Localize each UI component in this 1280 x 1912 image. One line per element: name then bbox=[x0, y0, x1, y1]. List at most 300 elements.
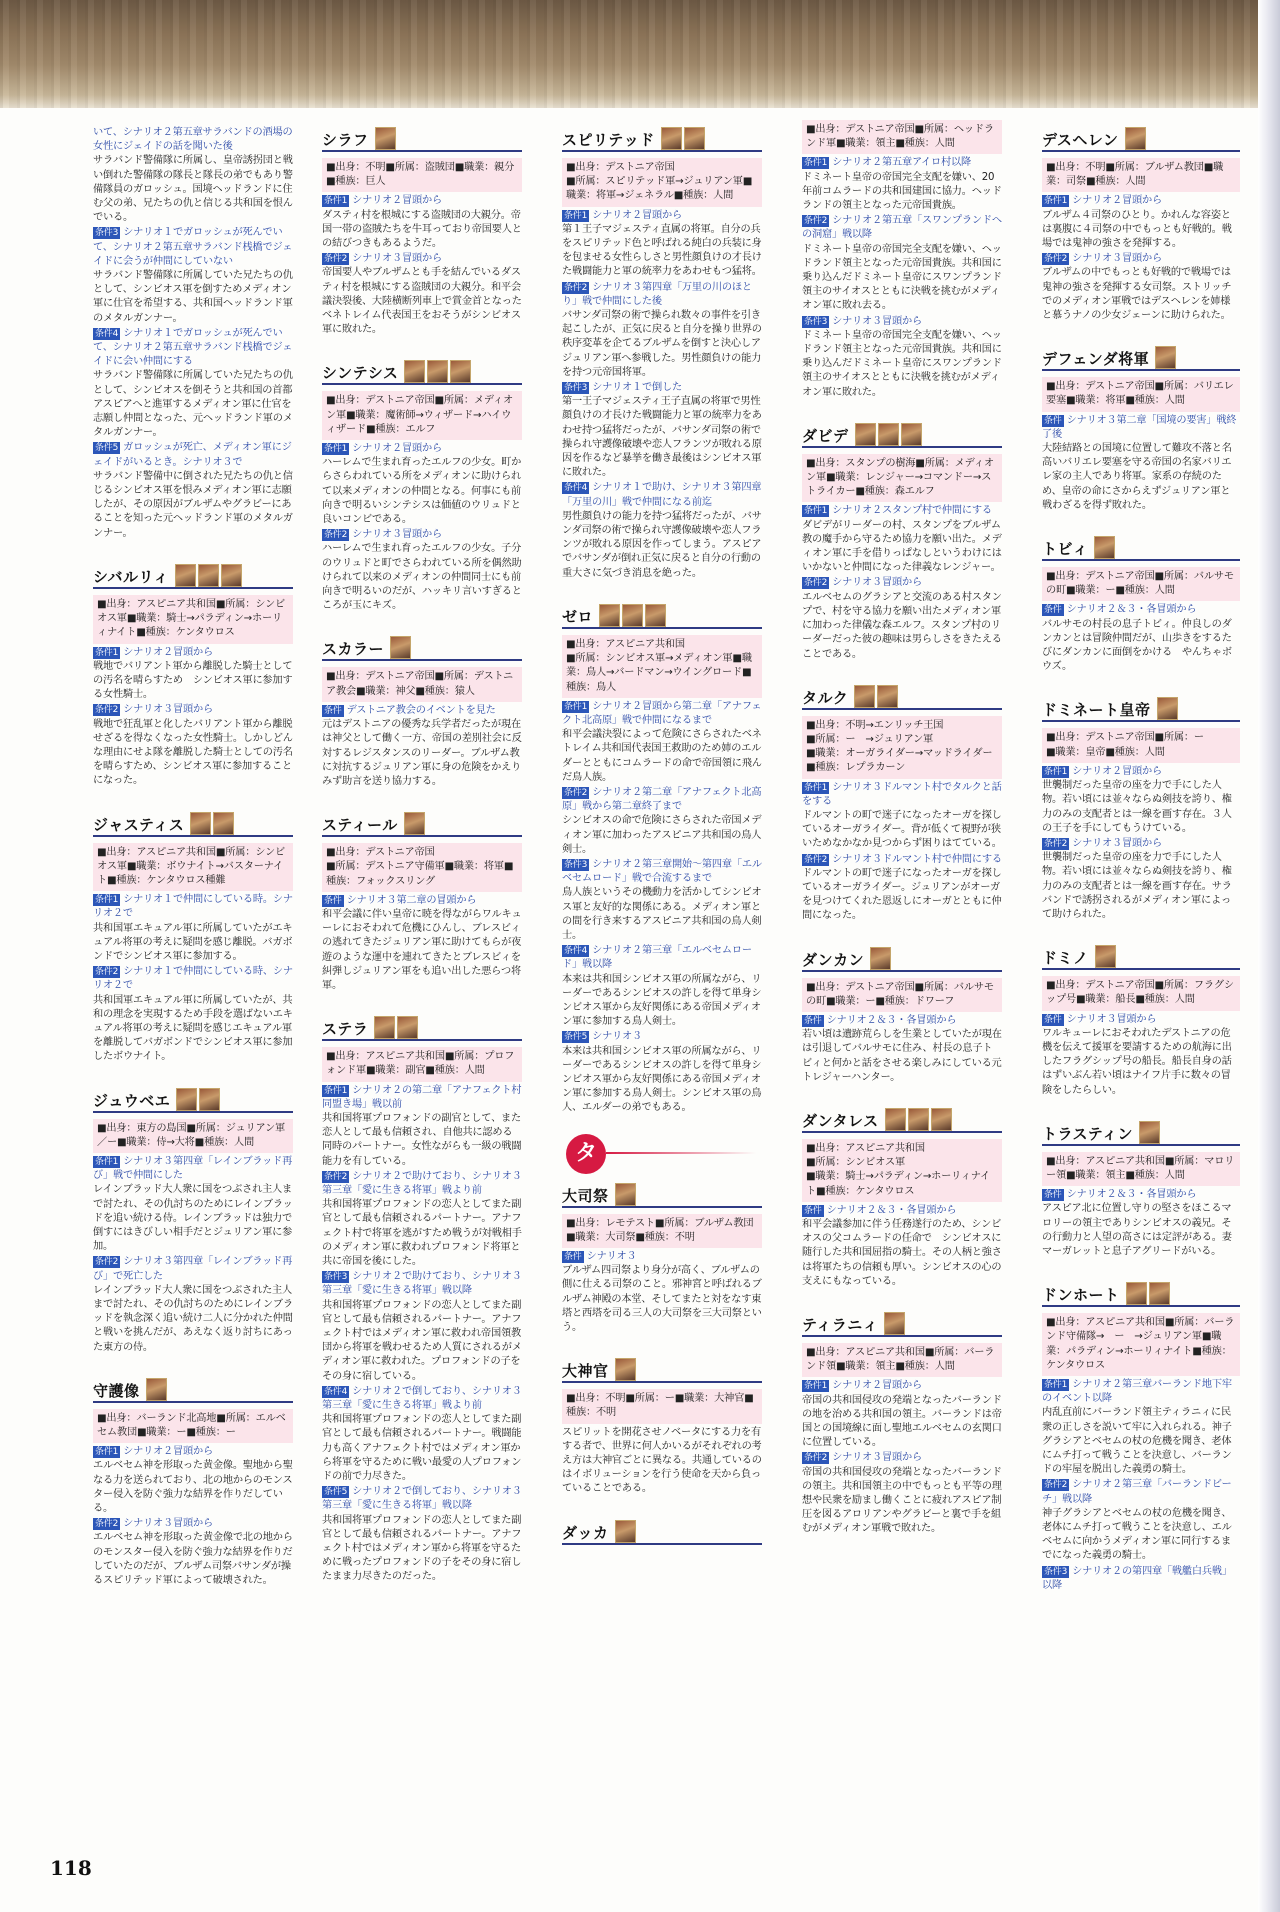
condition-text: 条件2 シナリオ３ドルマント村で仲間にする bbox=[804, 853, 1002, 865]
description-text: 帝国要人やブルザムとも手を結んでいるダスティ村を根城にする盗賊団の大親分。和平会議決裂後、大陸横断列車上で賞金首となったベネトレイム代表国王をおそうがシンビオス軍に敗れた。 bbox=[322, 267, 522, 336]
condition-text: 条件1 シナリオ２冒頭から bbox=[1044, 195, 1162, 207]
condition-text: 条件 シナリオ３冒頭から bbox=[1044, 1013, 1157, 1025]
info-box: ■出身：デストニア帝国■所属：バルサモの町■職業：ー■種族：ドワーフ bbox=[802, 978, 1002, 1012]
description-text: 戦地でバリアント軍から離脱した騎士としての汚名を晴らすため シンビオス軍に参加する女性騎士。 bbox=[93, 660, 293, 701]
condition-text: 条件 シナリオ２＆３・各冒頭から bbox=[804, 1014, 957, 1026]
condition-text: 条件3 シナリオ２で助けており、シナリオ３第三章「愛に生きる将軍」戦以降 bbox=[322, 1271, 522, 1297]
character-entry bbox=[1042, 341, 1240, 513]
entry-header bbox=[322, 631, 522, 661]
condition-tag: 条件1 bbox=[324, 196, 348, 207]
condition-tag: 条件2 bbox=[95, 967, 119, 978]
character-name: 大司祭 bbox=[562, 1186, 609, 1205]
description-text: シンビオスの命で危険にさらされた帝国メディオン軍に加わったアスピニア共和国の鳥人剣士。 bbox=[562, 815, 762, 855]
condition-text: 条件1 シナリオ２の第二章「アナフェクト村同盟き場」戦以前 bbox=[322, 1084, 522, 1110]
condition-tag: 条件1 bbox=[804, 158, 828, 169]
entry-header bbox=[1042, 122, 1240, 152]
description-text: 本来は共和国シンビオス軍の所属ながら、リーダーであるシンビオスの許しを得て単身シンビオス軍から友好関係にある帝国メディオン軍に参加する鳥人剣士。シンビオス軍の鳥人、エルダーの弟でもある。 bbox=[562, 1045, 762, 1114]
character-name: ティラニィ bbox=[802, 1316, 879, 1334]
entry-header bbox=[1042, 1116, 1240, 1146]
condition-tag: 条件 bbox=[1044, 415, 1062, 426]
info-box: ■出身：デストニア帝国■所属：フラグシップ号■職業：船長■種族：人間 bbox=[1042, 976, 1240, 1010]
condition-text: 条件1 シナリオ２冒頭から bbox=[1044, 765, 1162, 777]
description-text: サラバンド警備隊に所属していた兄たちの仇として、シンビオスを倒そうと共和国の首都アスピアへと進軍するメディオン軍に仕官を志願し仲間となった、元ヘッドランド軍のメタルガンナー。 bbox=[93, 370, 293, 439]
condition-text: 条件 シナリオ２＆３・各冒頭から bbox=[1044, 604, 1197, 616]
entry-header bbox=[562, 1353, 762, 1383]
portrait-icon bbox=[622, 604, 643, 627]
condition-text: 条件1 シナリオ１で仲間にしている時。シナリオ２で bbox=[93, 894, 293, 920]
condition-text: 条件2 シナリオ３冒頭から bbox=[324, 529, 442, 541]
condition-tag: 条件3 bbox=[95, 228, 119, 239]
description-text: 共和国将軍プロフォンドの副官として、また恋人として最も信頼され、自他共に認める同時のパートナー。女性ながらも一級の戦闘能力を有している。 bbox=[322, 1112, 522, 1167]
character-name: スピリテッド bbox=[562, 131, 655, 149]
description-text: 本来は共和国シンビオス軍の所属ながら、リーダーであるシンビオスの許しを得て単身シンビオス軍から友好関係にある帝国メディオン軍に参加する鳥人剣士。 bbox=[562, 973, 762, 1028]
column-2 bbox=[322, 122, 522, 1822]
portrait-icon bbox=[213, 812, 234, 835]
portrait-icon bbox=[661, 127, 682, 150]
info-box: ■出身：不明→エンリッチ王国 ■所属：ー →ジュリアン軍 ■職業：オーガライダー→マッドライダー■種族：レプラカーン bbox=[802, 716, 1002, 779]
column-4 bbox=[802, 120, 1002, 1820]
character-entry bbox=[562, 599, 762, 1116]
description-text: 大陸結路との国境に位置して難攻不落と名高いバリエレ要塞を守る帝国の名家バリエレ家の主人であり将軍。家系の存続のため、皇帝の命にさからえずジュリアン軍と戦わざるを得ず敗れた。 bbox=[1042, 443, 1232, 511]
condition-text: 条件5 シナリオ２で倒しており、シナリオ３第三章「愛に生きる将軍」戦以降 bbox=[322, 1486, 522, 1512]
condition-text: 条件3 シナリオ１で倒した bbox=[564, 382, 682, 394]
entry-header bbox=[802, 1103, 1002, 1133]
character-entry bbox=[1042, 531, 1240, 674]
condition-text: いて、シナリオ２第五章サラバンドの酒場の女性にジェイドの話を聞いた後 bbox=[93, 127, 293, 153]
entry-header bbox=[802, 1307, 1002, 1337]
character-entry bbox=[1042, 1277, 1240, 1593]
description-text: バサンダ司祭の術で操られ数々の事件を引き起こしたが、正気に戻ると自分を操り世界の秩序変革を企てるブルザムを倒すと決心しアジュリアン軍へ参戦した。男性顔負けの能力を持つ元帝国将軍。 bbox=[562, 310, 762, 378]
info-box: ■出身：デストニア帝国 ■所属：スピリテッド軍→ジュリアン軍■職業：将軍→ジェネラル■種族：人間 bbox=[562, 158, 762, 207]
condition-tag: 条件 bbox=[1044, 605, 1062, 616]
character-name: 守護像 bbox=[93, 1381, 140, 1400]
condition-tag: 条件3 bbox=[1044, 1566, 1068, 1577]
description-text: バルサモの村長の息子トビィ。仲良しのダンカンとは冒険仲間だが、山歩きをするたびにダンカンに面倒をかける やんちゃボウズ。 bbox=[1042, 618, 1232, 673]
character-name: ステラ bbox=[322, 1020, 369, 1039]
character-entry bbox=[562, 1515, 762, 1545]
condition-text: 条件 シナリオ３ bbox=[564, 1251, 637, 1262]
portrait-icon bbox=[175, 564, 196, 587]
info-box: ■出身：アスピニア共和国■所属：バーランド守備隊→ ー →ジュリアン軍■職業：パラディン→ホーリィナイト■種族：ケンタウロス bbox=[1042, 1313, 1240, 1376]
portrait-icon bbox=[885, 1108, 906, 1131]
entry-header bbox=[93, 1373, 293, 1403]
character-name: ダビデ bbox=[802, 426, 849, 445]
description-text: ドミネート皇帝の帝国完全支配を嫌い、ヘッドランド領主となった元帝国貴族。共和国に乗り込んだドミネート皇帝にスワンプランド領主のサイオスとともに決戦を挑むがメディオン軍に敗れた。 bbox=[802, 329, 1002, 398]
entry-header bbox=[562, 122, 762, 152]
condition-tag: 条件1 bbox=[1044, 766, 1068, 777]
character-entry bbox=[1042, 122, 1240, 323]
condition-text: 条件2 シナリオ３冒頭から bbox=[804, 577, 922, 589]
condition-text: 条件2 シナリオ３冒頭から bbox=[804, 1452, 922, 1464]
condition-text: 条件2 シナリオ３冒頭から bbox=[95, 1518, 213, 1530]
condition-tag: 条件 bbox=[324, 705, 342, 716]
description-text: ドミネート皇帝の帝国完全支配を嫌い、20年前コムラードの共和国建国に協力。ヘッドランドの領主となった元帝国貴族。 bbox=[802, 171, 1002, 212]
portrait-icon bbox=[198, 564, 219, 587]
description-text: ドルマントの町で迷子になったオーガを探しているオーガライダー。背が低くて視野が狭いためなかなか見つからず困りはてている。 bbox=[802, 809, 1002, 850]
condition-text: 条件 シナリオ３第二章「国境の要害」戦終了後 bbox=[1042, 414, 1237, 440]
description-text: 共和国将軍プロフォンドの恋人としてまた副官として最も信頼されるパートナー。アナフェクト村ではメディオン軍から将軍を守るために戦ったプロフォンドの子をその身に宿したまま力尽きたのだった。 bbox=[322, 1514, 522, 1583]
info-box: ■出身：デストニア帝国■所属：バリエレ要塞■職業：将軍■種族：人間 bbox=[1042, 377, 1240, 411]
portrait-icon bbox=[146, 1378, 167, 1401]
condition-tag: 条件1 bbox=[804, 1381, 828, 1392]
portrait-icon bbox=[877, 685, 898, 708]
condition-text: 条件4 シナリオ１で助け、シナリオ３第四章「万里の川」戦で仲間になる前迄 bbox=[562, 482, 762, 508]
entry-header bbox=[93, 807, 293, 837]
description-text: ハーレムで生まれ育ったエルフの少女。子分のウリュドと町でさらわれている所を偶然助けられて以来のメディオンの仲間同士にも前向きで明るいのだが、ハッキリ言いすぎるところが玉にキズ。 bbox=[322, 543, 522, 612]
section-kana-line bbox=[606, 1152, 756, 1154]
condition-tag: 条件2 bbox=[804, 1453, 828, 1464]
condition-tag: 条件4 bbox=[95, 328, 119, 339]
description-text: 共和国将軍プロフォンドの恋人としてまた副官として最も信頼されるパートナー。アナフェクト村で将軍を逃がすため戦うが対戦相手のメディオン軍に救われプロフォンド将軍と共に帝国を後にした。 bbox=[322, 1199, 522, 1267]
portrait-icon bbox=[190, 812, 211, 835]
portrait-icon bbox=[176, 1088, 197, 1111]
description-text: エルベセム神を形取った黄金像。聖地から聖なる力を送られており、北の地からのモンスター侵入を防ぐ強力な結界を作りだしている。 bbox=[93, 1460, 293, 1515]
condition-text: 条件 デストニア教会のイベントを見た bbox=[324, 704, 496, 716]
condition-tag: 条件 bbox=[564, 1252, 582, 1262]
info-box: ■出身：アスピニア共和国 ■所属：シンビオス軍→メディオン軍■職業：鳥人→バードマン→ウイングロード■種族：鳥人 bbox=[562, 635, 762, 698]
description-text: 世襲制だった皇帝の座を力で手にした人物。若い頃には並々ならぬ剣技を誇り、権力のみの支配者とは一線を画す存在。３人の王子を手にしてもうけている。 bbox=[1042, 780, 1232, 834]
description-text: スピリットを開花させノベータにする力を有する者で、世界に何人かいるがそれぞれの考え方は大神官ごとに異なる。共通しているのはイボリューションを行う使命を天から負っていることである。 bbox=[562, 1426, 762, 1495]
info-box: ■出身：不明■所属：ー■職業：大神官■種族：不明 bbox=[562, 1389, 762, 1423]
condition-tag: 条件1 bbox=[95, 647, 119, 658]
description-text: 共和国軍エキュアル軍に所属していたが、共和の理念を実現するため手段を選ばないエキュアル将軍の考えに疑問を感じエキュアル軍を離脱してバガボンドでシンビオス軍に参加したボウナイト。 bbox=[93, 994, 293, 1063]
description-text: ブルザムの中でもっとも好戦的で戦場では鬼神の強さを発揮する女司祭。ストリッチでのメディオン軍戦ではデスヘレンを姉様と慕うナノの少女ジェーンに助けられた。 bbox=[1042, 267, 1232, 322]
condition-tag: 条件2 bbox=[95, 705, 119, 716]
portrait-icon bbox=[684, 127, 705, 150]
description-text: サラバンド警備中に倒された兄たちの仇と信じるシンビオス軍を恨みメディオン軍に志願したが、その原因がブルザムやグラビーにあることを知った元ヘッドランド軍のメタルガンナー。 bbox=[93, 470, 293, 539]
condition-tag: 条件3 bbox=[324, 1272, 348, 1283]
condition-tag: 条件2 bbox=[804, 578, 828, 589]
info-box: ■出身：アスピニア共和国■所属：シンビオス軍■職業：騎士→パラディン→ホーリィナイト■種族：ケンタウロス bbox=[93, 595, 293, 644]
condition-tag: 条件2 bbox=[1044, 254, 1068, 265]
character-entry bbox=[322, 122, 522, 337]
info-box: ■出身：デストニア帝国■所属：メディオン軍■職業：魔術師→ウィザード→ハイウィザード■種族：エルフ bbox=[322, 391, 522, 440]
condition-text: 条件1 シナリオ２冒頭から bbox=[804, 1380, 922, 1392]
info-box: ■出身：東方の島国■所属：ジュリアン軍／ー■職業：侍→大将■種族：人間 bbox=[93, 1119, 293, 1153]
entry-header bbox=[322, 1011, 522, 1041]
description-text: ダスティ村を根城にする盗賊団の大親分。帝国一帯の盗賊たちを牛耳っており帝国要人との結びつきもあるようだ。 bbox=[322, 209, 522, 250]
character-name: トラスティン bbox=[1042, 1124, 1134, 1143]
condition-text: 条件1 シナリオ２スタンプ村で仲間にする bbox=[804, 505, 992, 517]
info-box: ■出身：アスピニア共和国■所属：シンビオス軍■職業：ボウナイト→バスターナイト■種族：ケンタウロス種難 bbox=[93, 843, 293, 892]
character-name: タルク bbox=[802, 688, 849, 707]
condition-text: 条件 シナリオ２＆３・各冒頭から bbox=[1044, 1189, 1197, 1201]
condition-tag: 条件2 bbox=[564, 787, 588, 798]
entry-header bbox=[1042, 341, 1240, 371]
condition-text: 条件2 シナリオ２第五章「スワンプランドへの洞窟」戦以降 bbox=[802, 215, 1002, 241]
character-entry bbox=[93, 1083, 293, 1355]
description-text: 和平会議に伴い皇帝に暁を得ながらワルキューレにおそわれて危機にひんし、ブレスビィの逃れてきたジュリアン軍に助けてもらが夜遊のような運中を連れてきたとブレスビィを糾弾しジュリアン軍をも追い出した悪らつ将軍。 bbox=[322, 908, 522, 991]
entry-header bbox=[322, 122, 522, 152]
description-text: 内乱直前にバーランド領主ティラニィに民衆の正しさを説いて牢に入れられる。神子グラシアとベセムの杖の危機を聞き、老体にムチ打って戦うことを決意し、バーランドの牢屋を脱出した義勇の騎士。 bbox=[1042, 1407, 1232, 1476]
condition-tag: 条件 bbox=[1044, 1014, 1062, 1025]
condition-tag: 条件 bbox=[324, 895, 342, 906]
info-box: ■出身：不明■所属：盗賊団■職業：親分■種族：巨人 bbox=[322, 158, 522, 192]
condition-tag: 条件1 bbox=[95, 1447, 119, 1458]
description-text: 世襲制だった皇帝の座を力で手にした人物。若い頃には並々ならぬ剣技を誇り、権力のみの支配者とは一線を画す存在。サラバンドで誘拐されるがメディオン軍によって助けられた。 bbox=[1042, 852, 1232, 920]
condition-text: 条件 シナリオ２＆３・各冒頭から bbox=[804, 1204, 957, 1216]
condition-text: 条件1 シナリオ２冒頭から bbox=[95, 1446, 213, 1458]
info-box: ■出身：バーランド北高地■所属：エルベセム教団■職業：ー■種族：ー bbox=[93, 1409, 293, 1443]
condition-text: 条件1 シナリオ２第五章アイロ村以降 bbox=[804, 157, 971, 169]
description-text: 第一王子マジェスティ王子直属の将軍で男性顔負けの才長けた戦闘能力と軍の統率力をあわせ持つ猛将だったが、バサンダ司祭の術で操られ守護像破壊や恋人フランツが敗れる原因を作るなど暴挙を働き最後はシンビオス軍に敗れた。 bbox=[562, 396, 762, 479]
entry-header bbox=[1042, 940, 1240, 970]
character-name: ジャスティス bbox=[93, 815, 185, 834]
column-5 bbox=[1042, 122, 1240, 1822]
portrait-icon bbox=[901, 423, 922, 446]
condition-text: 条件2 シナリオ３第四章「レインブラッド再び」で死亡した bbox=[93, 1256, 293, 1282]
character-entry bbox=[802, 942, 1002, 1085]
character-entry bbox=[93, 807, 293, 1065]
condition-text: 条件4 シナリオ２で倒しており、シナリオ３第三章「愛に生きる将軍」戦より前 bbox=[322, 1385, 522, 1412]
description-text: 帝国の共和国侵攻の発端となったバーランドの領主。共和国領主の中でもっとも平等の理想や民衆を励まし働くことに疲れアスピア制圧を図るアロリアンやグラビーと裏で手を組むがメディオン軍戦で敗れた。 bbox=[802, 1466, 1002, 1535]
description-text: レインブラッド大人衆に国をつぶされた主人まで討たれ、その仇討ちのためにレインブラッドを執念深く追い続け二人に分かれた仲間と戦いを挑んだが、あえなく返り討ちにあった東方の侍。 bbox=[93, 1284, 293, 1353]
character-entry bbox=[802, 1307, 1002, 1537]
portrait-icon bbox=[199, 1088, 220, 1111]
portrait-icon bbox=[375, 127, 396, 150]
portrait-icon bbox=[854, 685, 875, 708]
condition-tag: 条件3 bbox=[564, 859, 588, 870]
info-box: ■出身：デストニア帝国■所属：ー ■職業：皇帝■種族：人間 bbox=[1042, 728, 1240, 762]
condition-tag: 条件2 bbox=[324, 254, 348, 265]
description-text: 神子グラシアとベセムの杖の危機を聞き、老体にムチ打って戦うことを決意し、エルベセムに向かうメディオン軍に同行するまでになった義勇の騎士。 bbox=[1042, 1507, 1232, 1562]
condition-text: 条件1 シナリオ２冒頭から bbox=[95, 646, 213, 658]
condition-text: 条件3 シナリオ２第三章開始〜第四章「エルベセムロード」戦で合流するまで bbox=[562, 858, 762, 885]
character-entry bbox=[562, 1353, 762, 1496]
character-entry bbox=[1042, 692, 1240, 922]
condition-text: 条件1 シナリオ２冒頭から bbox=[324, 195, 442, 207]
character-name: ドミネート皇帝 bbox=[1042, 701, 1151, 720]
description-text: 共和国将軍プロフォンドの恋人としてまた副官として最も信頼されるパートナー。戦闘能力も高くアナフェクト村ではメディオン軍から将軍を守るために戦い最愛の人プロフォンドの前で力尽きた。 bbox=[322, 1414, 522, 1483]
info-box: ■出身：不明■所属：ブルザム教団■職業：司祭■種族：人間 bbox=[1042, 158, 1240, 192]
condition-tag: 条件3 bbox=[804, 316, 828, 327]
condition-tag: 条件1 bbox=[1044, 196, 1068, 207]
portrait-icon bbox=[1155, 346, 1176, 369]
description-text: 元はデストニアの優秀な兵学者だったが現在は神父として働く一方、帝国の差別社会に反対するレジスタンスのリーダー。ブルザム教に対抗するジュリアン軍に身の危険をかえりみず助言を送り協力する。 bbox=[322, 719, 522, 787]
character-entry bbox=[562, 1178, 762, 1336]
condition-tag: 条件2 bbox=[1044, 1480, 1068, 1491]
condition-tag: 条件3 bbox=[564, 383, 588, 394]
entry-header bbox=[322, 355, 522, 385]
condition-tag: 条件1 bbox=[324, 444, 348, 455]
entry-header bbox=[802, 418, 1002, 448]
condition-tag: 条件 bbox=[1044, 1190, 1062, 1201]
character-entry bbox=[1042, 940, 1240, 1098]
portrait-icon bbox=[615, 1520, 636, 1543]
condition-tag: 条件 bbox=[804, 1015, 822, 1026]
entry-header bbox=[802, 680, 1002, 710]
character-name: ダンタレス bbox=[802, 1111, 879, 1130]
character-name: ジュウベエ bbox=[93, 1091, 171, 1110]
condition-text: 条件3 シナリオ２の第四章「戦艦白兵戦」以降 bbox=[1042, 1565, 1232, 1591]
condition-tag: 条件5 bbox=[95, 443, 119, 454]
condition-text: 条件1 シナリオ２冒頭から第二章「アナフェクト北高原」戦で仲間になるまで bbox=[562, 700, 762, 726]
description-text: 共和国将軍プロフォンドの恋人としてまた副官として最も信頼されるパートナー。アナフェクト村ではメディオン軍に救われ帝国領教団から将軍を戦わせるため人質にされるがメディオン軍に救われた。プロフォンドの子をその身に宿している。 bbox=[322, 1299, 522, 1382]
condition-tag: 条件1 bbox=[804, 506, 828, 517]
character-name: シンテシス bbox=[322, 364, 399, 383]
page-edge bbox=[1258, 0, 1280, 1912]
portrait-icon bbox=[855, 423, 876, 446]
portrait-icon bbox=[615, 1358, 636, 1381]
description-text: ワルキューレにおそわれたデストニアの危機を伝えて援軍を要請するための航海に出したフラグシップ号の船長。船長自身の話はずいぶん若い頃はナイフ片手に数々の冒険をしたらしい。 bbox=[1042, 1027, 1232, 1096]
condition-tag: 条件2 bbox=[804, 854, 828, 865]
condition-text: 条件2 シナリオ２で助けており、シナリオ３第三章「愛に生きる将軍」戦より前 bbox=[322, 1170, 522, 1196]
condition-text: 条件4 シナリオ１でガロッシュが死んでいて、シナリオ２第五章サラバンド桟橋でジェイドに会い仲間にする bbox=[93, 327, 293, 368]
portrait-icon bbox=[615, 1183, 636, 1206]
description-text: 第１王子マジェスティ直属の将軍。自分の兵をスピリテッド色と呼ばれる純白の兵装に身を包ませる女性らしさと男性顔負けの才長けた戦闘能力と軍の統率力をあわせもつ猛将。 bbox=[562, 223, 762, 278]
portrait-icon bbox=[1095, 945, 1116, 968]
description-text: ハーレムで生まれ育ったエルフの少女。町からさらわれている所をメディオンに助けられて以来メディオンの仲間となる。何事にも前向きで明るいシンテシスは価値のウリュドと良いコンビである。 bbox=[322, 457, 522, 526]
character-entry bbox=[322, 1011, 522, 1585]
condition-tag: 条件5 bbox=[324, 1487, 348, 1498]
header-banner bbox=[0, 0, 1280, 108]
condition-tag: 条件2 bbox=[324, 530, 348, 541]
condition-text: 条件2 シナリオ２第二章「アナフェクト北高原」戦から第二章終了まで bbox=[562, 786, 762, 813]
character-name: ダッカ bbox=[562, 1523, 609, 1542]
condition-text: 条件 シナリオ３第二章の冒頭から bbox=[324, 894, 477, 906]
condition-tag: 条件2 bbox=[564, 282, 588, 293]
character-name: デフェンダ将軍 bbox=[1042, 350, 1150, 369]
condition-text: 条件2 シナリオ２第三章「バーランドビーチ」戦以降 bbox=[1042, 1479, 1232, 1505]
description-text: サラバンド警備隊に所属し、皇帝誘拐団と戦い倒れた警備隊の隊長と隊長の弟でもあり警備隊員のガロッシュ。国境ヘッドランドに住む父の弟、兄たちの仇と信じる共和国を恨んでいる。 bbox=[93, 155, 293, 224]
condition-text: 条件2 シナリオ３第四章「万里の川のほとり」戦で仲間にした後 bbox=[562, 281, 752, 307]
description-text: ダビデがリーダーの村、スタンプをブルザム教の魔手から守るため協力を願い出た。メディオン軍に手を借りっぱなしというわけにはいかないと仲間になった律義なレンジャー。 bbox=[802, 519, 1002, 574]
portrait-icon bbox=[1094, 536, 1115, 559]
character-entry bbox=[802, 418, 1002, 662]
info-box: ■出身：デストニア帝国■所属：バルサモの町■職業：ー■種族：人間 bbox=[1042, 567, 1240, 601]
info-box: ■出身：アスピニア共和国■所属：バーランド領■職業：領主■種族：人間 bbox=[802, 1343, 1002, 1377]
condition-text: 条件1 シナリオ３ドルマント村でタルクと話をする bbox=[802, 781, 1002, 807]
character-entry bbox=[1042, 1116, 1240, 1259]
info-box: ■出身：アスピニア共和国■所属：マロリー領■職業：領主■種族：人間 bbox=[1042, 1152, 1240, 1186]
condition-tag: 条件5 bbox=[564, 1032, 588, 1043]
character-name: デスヘレン bbox=[1042, 131, 1119, 149]
info-box: ■出身：レモテスト■所属：ブルザム教団■職業：大司祭■種族：不明 bbox=[562, 1214, 762, 1248]
description-text: ブルザム四司祭より身分が高く、ブルザムの側に仕える司祭のこと。邪神宮と呼ばれるブルザム神殿の本堂、そしてまたと対をなす東塔と西塔を司る三人の大司祭を三大司祭という。 bbox=[562, 1265, 762, 1334]
condition-text: 条件1 シナリオ２冒頭から bbox=[564, 209, 682, 221]
character-name: ドミノ bbox=[1042, 949, 1089, 968]
entry-header bbox=[322, 807, 522, 837]
portrait-icon bbox=[1125, 127, 1146, 150]
portrait-icon bbox=[397, 1016, 418, 1039]
condition-text: 条件1 シナリオ２冒頭から bbox=[324, 443, 442, 455]
column-1 bbox=[93, 126, 293, 1826]
character-entry bbox=[93, 1373, 293, 1588]
entry-header bbox=[562, 1515, 762, 1545]
condition-tag: 条件1 bbox=[324, 1085, 348, 1096]
entry-header bbox=[1042, 1277, 1240, 1307]
entry-header bbox=[93, 1083, 293, 1113]
character-name: ダンカン bbox=[802, 950, 865, 969]
entry-header bbox=[93, 559, 293, 589]
portrait-icon bbox=[1157, 697, 1178, 720]
character-name: シラフ bbox=[322, 131, 369, 149]
condition-tag: 条件 bbox=[804, 1205, 822, 1216]
portrait-icon bbox=[450, 360, 471, 383]
character-entry bbox=[322, 631, 522, 789]
character-name: スティール bbox=[322, 816, 398, 835]
condition-text: 条件2 シナリオ３冒頭から bbox=[95, 704, 213, 716]
description-text: アスピア北に位置し守りの堅さをほこるマロリーの領主でありシンビオスの義兄。その行動力と人望の高さには定評がある。妻マーガレットと息子アグリードがいる。 bbox=[1042, 1203, 1232, 1257]
condition-text: 条件2 シナリオ１で仲間にしている時、シナリオ２で bbox=[93, 966, 293, 992]
portrait-icon bbox=[374, 1016, 395, 1039]
description-text: 若い頃は遺跡荒らしを生業としていたが現在は引退してバルサモに住み、村長の息子トビィと何かと話をさせる楽しみにしている元トレジャーハンター。 bbox=[802, 1029, 1002, 1083]
condition-tag: 条件4 bbox=[564, 946, 588, 957]
condition-tag: 条件4 bbox=[564, 483, 588, 494]
portrait-icon bbox=[908, 1108, 929, 1131]
character-name: ゼロ bbox=[562, 607, 594, 626]
info-box: ■出身：スタンプの樹海■所属：メディオン軍■職業：レンジャー→コマンドー→ストライカー■種族：森エルフ bbox=[802, 454, 1002, 503]
portrait-icon bbox=[870, 947, 891, 970]
character-name: 大神官 bbox=[562, 1362, 609, 1381]
portrait-icon bbox=[1126, 1282, 1147, 1305]
column-3 bbox=[562, 122, 762, 1822]
portrait-icon bbox=[427, 360, 448, 383]
condition-text: 条件2 シナリオ３冒頭から bbox=[1044, 837, 1162, 849]
description-text: サラバンド警備隊に所属していた兄たちの仇として、シンビオス軍を倒すためメディオン軍に仕官を希望する、共和国ヘッドランド軍のメタルガンナー。 bbox=[93, 270, 293, 324]
entry-header bbox=[802, 942, 1002, 972]
portrait-icon bbox=[221, 564, 242, 587]
entry-header bbox=[562, 1178, 762, 1208]
description-text: ドミネート皇帝の帝国完全支配を嫌い、ヘッドランド領主となった元帝国貴族。共和国に乗り込んだドミネート皇帝にスワンプランド領主のサイオスとともに決戦を挑むがメディオン軍に敗れ去る。 bbox=[802, 243, 1002, 312]
character-entry bbox=[322, 355, 522, 613]
condition-text: 条件2 シナリオ３冒頭から bbox=[324, 253, 442, 265]
condition-text: 条件5 シナリオ３ bbox=[564, 1031, 642, 1043]
condition-tag: 条件2 bbox=[804, 216, 828, 227]
condition-tag: 条件1 bbox=[804, 782, 828, 793]
condition-tag: 条件4 bbox=[324, 1386, 348, 1397]
condition-tag: 条件1 bbox=[95, 895, 119, 906]
info-box: ■出身：アスピニア共和国 ■所属：シンビオス軍 ■職業：騎士→パラディン→ホーリィナイト■種族：ケンタウロス bbox=[802, 1139, 1002, 1202]
character-entry bbox=[322, 807, 522, 993]
section-kana-mark: タ bbox=[566, 1134, 606, 1174]
condition-tag: 条件1 bbox=[95, 1156, 119, 1167]
description-text: 和平会議参加に伴う任務遂行のため、シンビオスの父コムラードの任命で シンビオスに随行した共和国屈指の騎士。その人柄と強さは将軍たちの信頼も厚い。シンビオスの心の支えにもなっている。 bbox=[802, 1218, 1002, 1287]
condition-tag: 条件1 bbox=[1044, 1379, 1068, 1390]
character-name: シバルリィ bbox=[93, 567, 169, 586]
info-box: ■出身：デストニア帝国■所属：デストニア教会■職業：神父■種族：猿人 bbox=[322, 667, 522, 701]
entry-header bbox=[562, 599, 762, 629]
condition-tag: 条件1 bbox=[564, 210, 588, 221]
description-text: ドルマントの町で迷子になったオーガを探しているオーガライダー。ジュリアンがオーガを見つけてくれた恩返しにオーガとともに仲間になった。 bbox=[802, 867, 1002, 922]
condition-tag: 条件2 bbox=[324, 1171, 348, 1182]
portrait-icon bbox=[404, 812, 425, 835]
portrait-icon bbox=[1139, 1121, 1160, 1144]
description-text: 和平会議決裂によって危険にさらされたベネトレイム共和国代表国王救助のため姉のエルダーとともにコムラードの命で帝国領に飛んだ鳥人族。 bbox=[562, 729, 762, 783]
character-entry bbox=[802, 120, 1002, 400]
condition-text: 条件1 シナリオ２第三章バーランド地下牢のイベント以降 bbox=[1042, 1378, 1232, 1405]
portrait-icon bbox=[645, 604, 666, 627]
description-text: レインブラッド大人衆に国をつぶされ主人まで討たれ、その仇討ちのためにレインブラッドを追い続ける侍。レインブラッドは独力で倒すにはきびしい相手だとジュリアン軍に参加。 bbox=[93, 1184, 293, 1253]
description-text: 男性顔負けの能力を持つ猛将だったが、バサンダ司祭の術で操られ守護像破壊や恋人フランツが敗れる原因を作ってしまう。アスピアでバサンダが倒れ正気に戻ると自分の行動の重大さに気づき消息を絶った。 bbox=[562, 510, 762, 579]
description-text: エルベセム神を形取った黄金像で北の地からのモンスター侵入を防ぐ強力な結界を作りだしていたのだが、ブルザム司祭バサンダが操るスピリテッド軍によって破壊された。 bbox=[93, 1532, 293, 1587]
character-name: スカラー bbox=[322, 640, 385, 659]
character-entry bbox=[802, 680, 1002, 924]
description-text: 帝国の共和国侵攻の発端となったバーランドの地を治める共和国の領主。バーランドは帝国との国境線に面し聖地エルベセムの玄関口に位置している。 bbox=[802, 1394, 1002, 1449]
condition-text: 条件5 ガロッシュが死亡、メディオン軍にジェイドがいるとき。シナリオ３で bbox=[93, 442, 292, 468]
condition-text: 条件3 シナリオ１でガロッシュが死んでいて、シナリオ２第五章サラバンド桟橋でジェイドに会うが仲間にしていない bbox=[93, 227, 293, 267]
condition-tag: 条件2 bbox=[1044, 838, 1068, 849]
character-entry bbox=[802, 1103, 1002, 1289]
condition-text: 条件4 シナリオ２第三章「エルベセムロード」戦以降 bbox=[562, 945, 752, 971]
description-text: 共和国軍エキュアル軍に所属していたがエキュアル将軍の考えに疑問を感じ離脱。バガボンドでシンビオス軍に参加する。 bbox=[93, 922, 293, 962]
portrait-icon bbox=[1149, 1282, 1170, 1305]
info-box: ■出身：デストニア帝国 ■所属：デストニア守備軍■職業：将軍■種族：フォックスリング bbox=[322, 843, 522, 892]
description-text: 鳥人族というその機動力を活かしてシンビオス軍と友好的な関係にある。メディオン軍との間を行き来するアスピニア共和国の鳥人剣士。 bbox=[562, 887, 762, 941]
condition-text: 条件1 シナリオ３第四章「レインブラッド再び」戦で仲間にした bbox=[93, 1155, 293, 1182]
character-name: トビィ bbox=[1042, 540, 1089, 559]
condition-tag: 条件2 bbox=[95, 1257, 119, 1268]
